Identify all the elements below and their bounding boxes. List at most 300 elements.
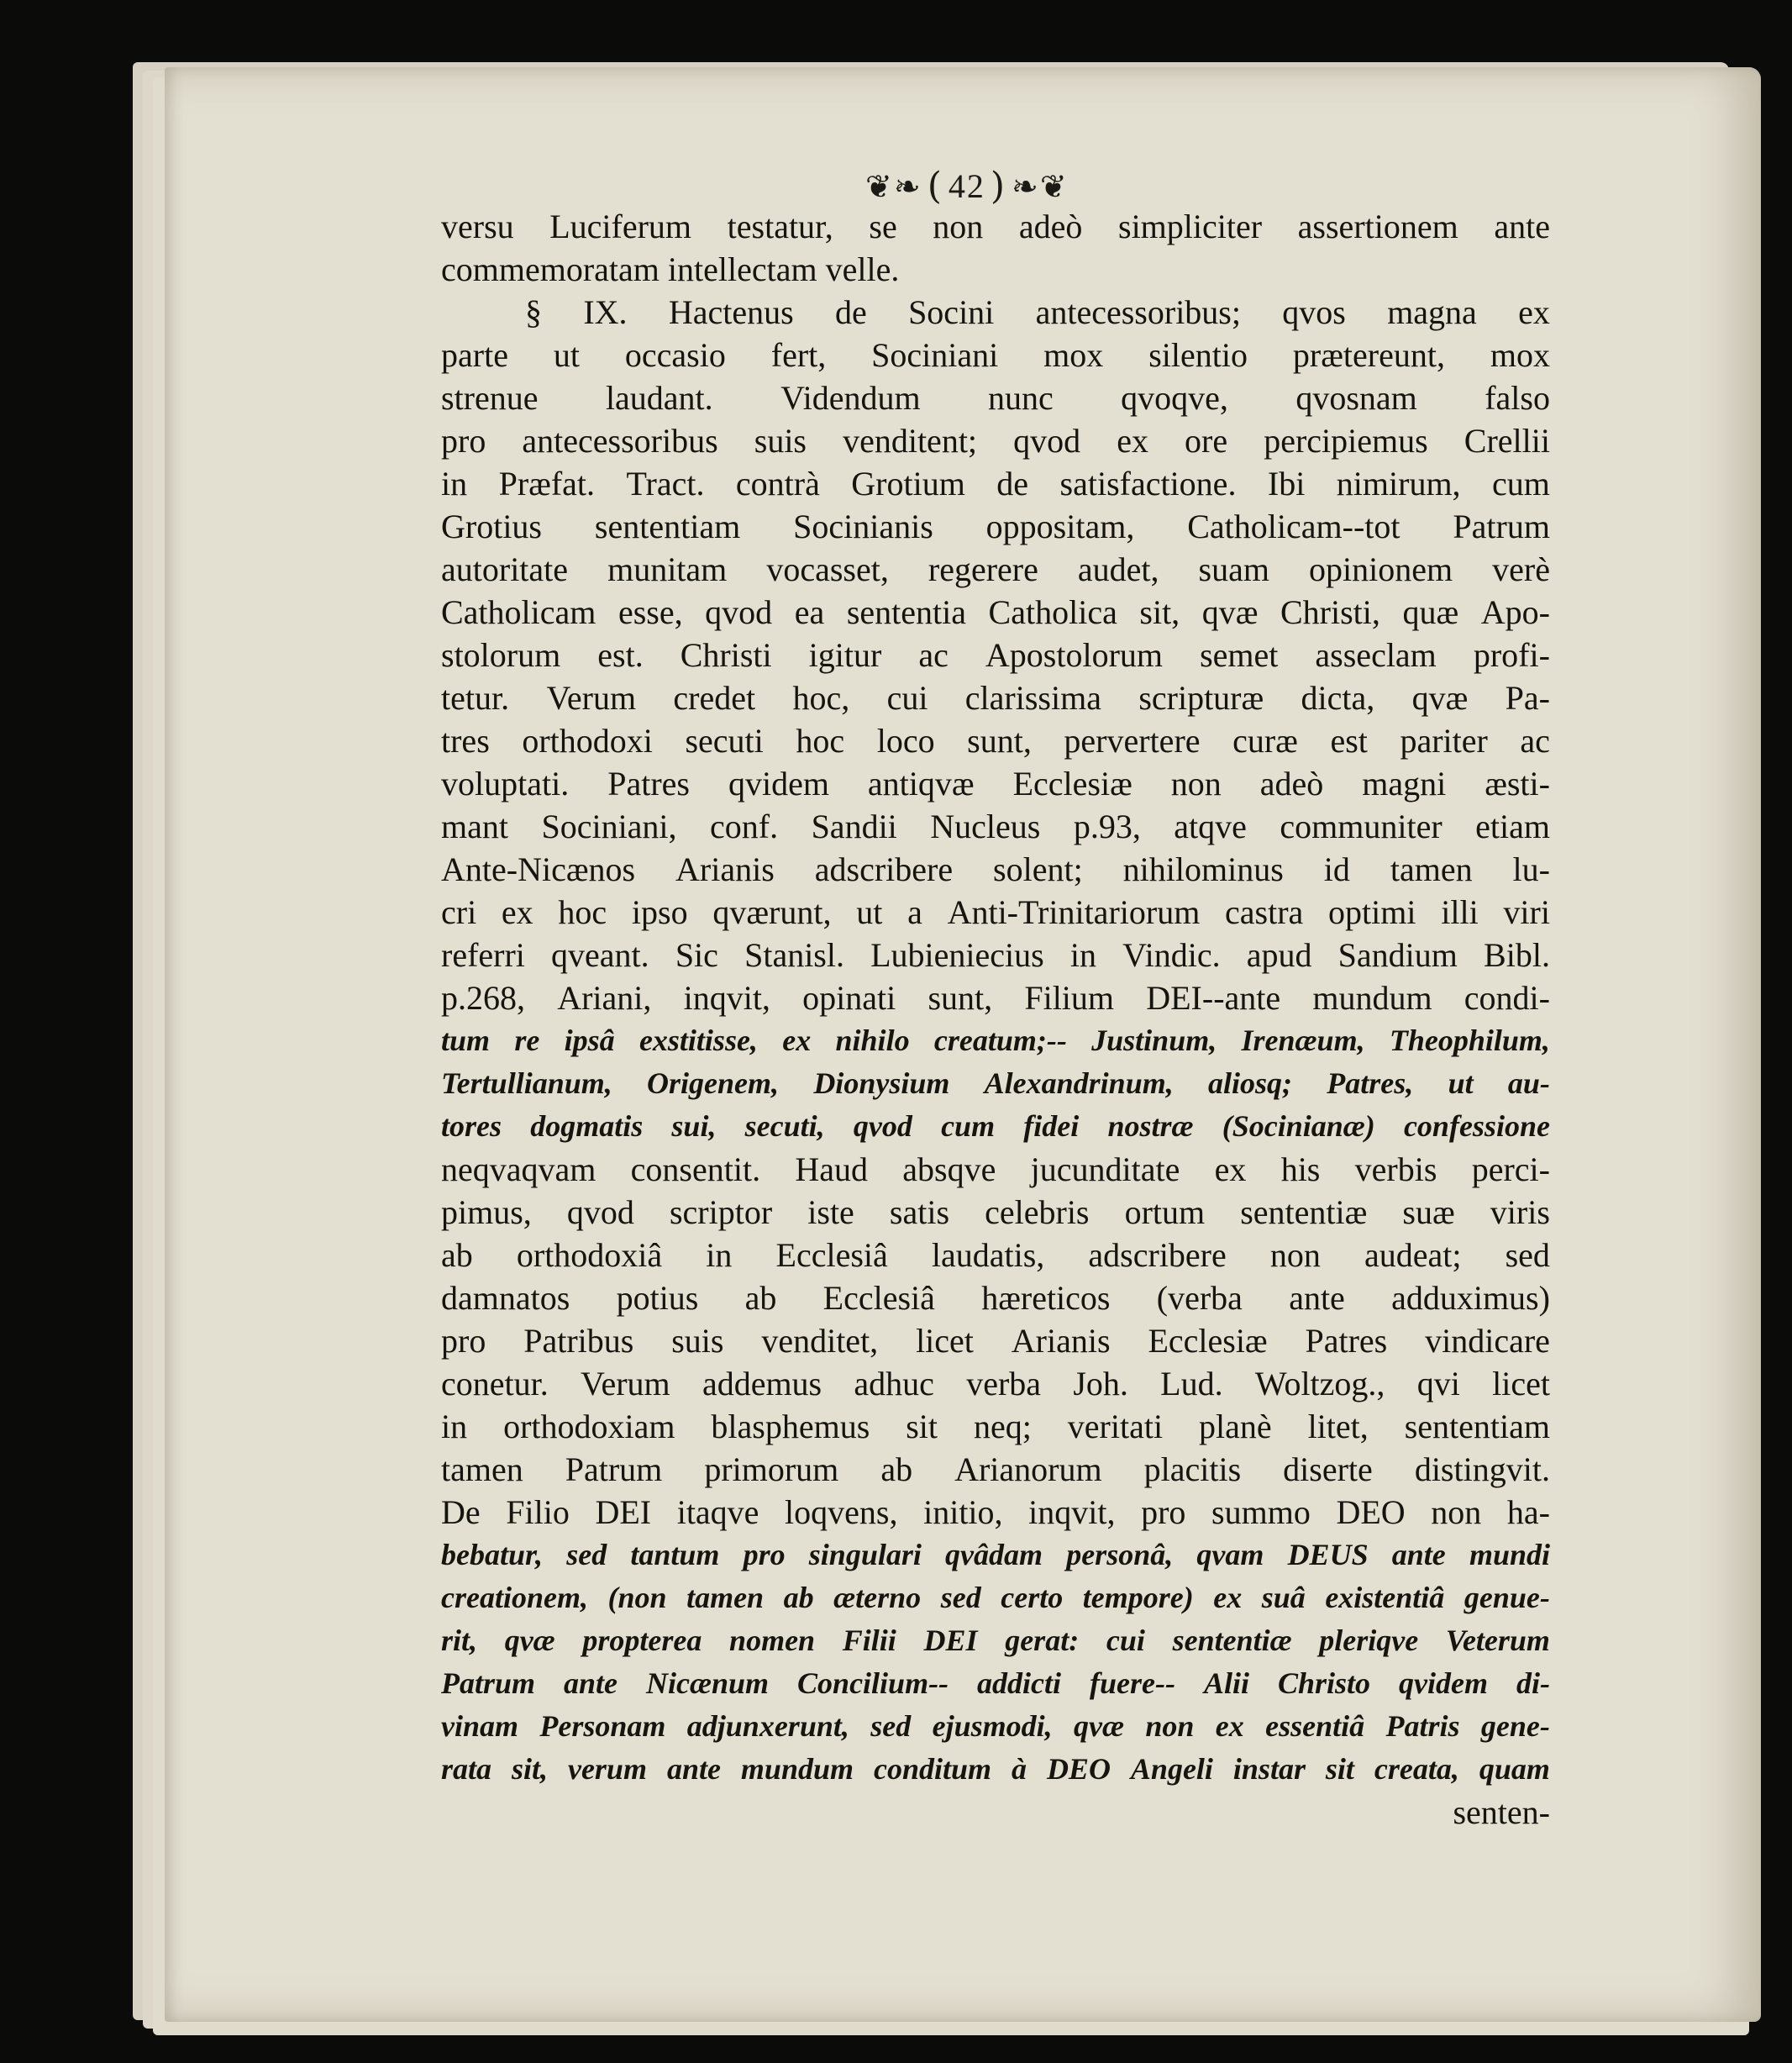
- text-line: [441, 1448, 1550, 1491]
- word: tamen: [1390, 850, 1473, 888]
- word: existentiâ: [1325, 1581, 1445, 1614]
- word: creata,: [1374, 1752, 1459, 1786]
- word: æterno: [833, 1581, 922, 1614]
- paren-close: ): [990, 165, 1007, 208]
- word: atqve: [1174, 808, 1247, 845]
- word: antecessoribus;: [1035, 293, 1241, 331]
- word: mundi: [1469, 1538, 1550, 1571]
- word: orthodoxiam: [503, 1408, 675, 1445]
- text-line: [441, 1619, 1550, 1662]
- word: Hactenus: [668, 293, 794, 331]
- word: qvos: [1282, 293, 1346, 331]
- word: sententia: [846, 593, 966, 631]
- word: ipsâ: [564, 1024, 615, 1057]
- word: suam: [1198, 550, 1269, 588]
- word: non: [1269, 1236, 1321, 1274]
- word: blasphemus: [711, 1408, 870, 1445]
- word: Ecclesiâ: [822, 1279, 935, 1317]
- word: damnatos: [441, 1279, 570, 1317]
- word: scriptor: [669, 1193, 773, 1231]
- word: De: [441, 1493, 481, 1531]
- word: de: [996, 465, 1029, 503]
- word: ab: [880, 1450, 913, 1488]
- word: sed: [1505, 1236, 1550, 1274]
- word: dogmatis: [530, 1109, 644, 1143]
- word: exstitisse,: [638, 1024, 758, 1057]
- word: (non: [607, 1581, 667, 1614]
- word: à: [1011, 1752, 1027, 1786]
- word: Verum: [581, 1365, 670, 1403]
- word: ab: [744, 1279, 777, 1317]
- word: percipiemus: [1264, 422, 1428, 460]
- word: Patres: [1305, 1322, 1388, 1360]
- word: celebris: [985, 1193, 1090, 1231]
- word: ante: [1391, 1538, 1446, 1571]
- word: ante: [564, 1666, 618, 1700]
- word: laudatis,: [931, 1236, 1045, 1274]
- word: litet,: [1307, 1408, 1369, 1445]
- text-line: [441, 1791, 1550, 1834]
- word: Justinum,: [1091, 1024, 1217, 1057]
- word: qvoqve,: [1121, 379, 1228, 417]
- word: non: [933, 208, 984, 245]
- word: adduximus): [1391, 1279, 1550, 1317]
- word: orthodoxi: [522, 722, 653, 760]
- word: gene-: [1480, 1709, 1550, 1743]
- word: in: [441, 1408, 468, 1445]
- word: æsti-: [1485, 765, 1550, 803]
- page-number: 42: [948, 167, 985, 205]
- word: est.: [597, 636, 644, 674]
- word: Alii: [1203, 1666, 1249, 1700]
- word: neqvaqvam: [441, 1150, 596, 1188]
- word: vocasset,: [766, 550, 889, 588]
- word: referri: [441, 936, 525, 974]
- word: ortum: [1124, 1193, 1206, 1231]
- word: loco: [876, 722, 935, 760]
- word: licet: [916, 1322, 974, 1360]
- word: secuti: [685, 722, 764, 760]
- word: sententiæ: [1240, 1193, 1368, 1231]
- word: Christo: [1277, 1666, 1371, 1700]
- word: sui,: [671, 1109, 717, 1143]
- word: Luciferum: [549, 208, 692, 245]
- word: ut: [1448, 1066, 1474, 1100]
- word: licet: [1492, 1365, 1550, 1403]
- word: Joh.: [1073, 1365, 1128, 1403]
- word: hæreticos: [981, 1279, 1111, 1317]
- word: ex: [1117, 422, 1148, 460]
- word: Præfat.: [498, 465, 596, 503]
- word: viri: [1503, 893, 1550, 931]
- word: Personam: [539, 1709, 666, 1743]
- text-line: [441, 591, 1550, 634]
- text-line: [441, 976, 1550, 1019]
- word: ejusmodi,: [932, 1709, 1053, 1743]
- text-line: [441, 1191, 1550, 1234]
- word: suis: [671, 1322, 724, 1360]
- word: (Socinianæ): [1222, 1109, 1375, 1143]
- word: satis: [889, 1193, 950, 1231]
- word: addemus: [702, 1365, 822, 1403]
- word: DEI: [595, 1493, 652, 1531]
- word: occasio: [624, 336, 726, 374]
- text-line: [441, 1148, 1550, 1191]
- text-line: [441, 1234, 1550, 1276]
- word: nunc: [987, 379, 1054, 417]
- word: qvosnam: [1295, 379, 1417, 417]
- word: rit,: [441, 1624, 478, 1657]
- word: ex: [1214, 1150, 1247, 1188]
- word: bebatur,: [441, 1538, 544, 1571]
- word: Tract.: [626, 465, 705, 503]
- word: dicta,: [1301, 679, 1375, 717]
- word: ac: [918, 636, 949, 674]
- word: vindicare: [1425, 1322, 1550, 1360]
- text-line: [441, 1662, 1550, 1705]
- word: mundum: [1312, 979, 1432, 1017]
- text-line: [441, 719, 1550, 762]
- word: creationem,: [441, 1581, 588, 1614]
- word: Concilium--: [797, 1666, 949, 1700]
- word: vinam: [441, 1709, 519, 1743]
- text-line: [441, 1362, 1550, 1405]
- word: sed: [870, 1709, 912, 1743]
- word: Grotius: [441, 508, 542, 545]
- paren-open: (: [927, 165, 943, 208]
- word: pervertere: [1064, 722, 1201, 760]
- word: Christi: [680, 636, 772, 674]
- word: nomen: [729, 1624, 816, 1657]
- text-line: [441, 1534, 1550, 1576]
- word: inqvit,: [683, 979, 770, 1017]
- word: Arianorum: [954, 1450, 1102, 1488]
- word: credet: [673, 679, 756, 717]
- text-line: [441, 376, 1550, 419]
- word: conditum: [873, 1752, 991, 1786]
- word: profi-: [1473, 636, 1550, 674]
- word: ab: [783, 1581, 814, 1614]
- word: antiqvæ: [867, 765, 975, 803]
- word: magna: [1387, 293, 1477, 331]
- word: tores: [441, 1109, 502, 1143]
- word: hoc: [558, 893, 607, 931]
- word: nimirum,: [1336, 465, 1461, 503]
- word: qvi: [1416, 1365, 1460, 1403]
- word: addicti: [977, 1666, 1062, 1700]
- word: fuere--: [1090, 1666, 1175, 1700]
- word: adjunxerunt,: [686, 1709, 849, 1743]
- word: potius: [616, 1279, 699, 1317]
- body-text: [441, 205, 1550, 1834]
- ornament-left-icon: ❦❧: [865, 167, 922, 205]
- word: Irenæum,: [1241, 1024, 1365, 1057]
- word: qvæ: [1074, 1709, 1124, 1743]
- word: testatur,: [727, 208, 833, 245]
- word: pariter: [1400, 722, 1488, 760]
- text-line: [441, 1405, 1550, 1448]
- word: mox: [1043, 336, 1104, 374]
- text-line: [441, 548, 1550, 591]
- word: primorum: [704, 1450, 839, 1488]
- word: distingvit.: [1414, 1450, 1550, 1488]
- word: Anti-Trinitariorum: [947, 893, 1201, 931]
- word: certo: [1001, 1581, 1064, 1614]
- word: IX.: [583, 293, 628, 331]
- text-line: [441, 419, 1550, 462]
- word: DEO: [1336, 1493, 1406, 1531]
- word: condi-: [1464, 979, 1550, 1017]
- word: in: [706, 1236, 733, 1274]
- word: scripturæ: [1138, 679, 1264, 717]
- word: silentio: [1148, 336, 1248, 374]
- word: semet: [1200, 636, 1279, 674]
- word: esse,: [617, 593, 683, 631]
- word: DEI: [923, 1624, 978, 1657]
- word: instar: [1232, 1752, 1306, 1786]
- word: Vindic.: [1122, 936, 1221, 974]
- word: qvæ: [504, 1624, 555, 1657]
- word: ab: [441, 1236, 473, 1274]
- word: Ibi: [1267, 465, 1306, 503]
- word: Crellii: [1464, 422, 1550, 460]
- word: verum: [567, 1752, 647, 1786]
- word: Arianis: [1011, 1322, 1111, 1360]
- word: re: [514, 1024, 540, 1057]
- text-line: [441, 891, 1550, 934]
- word: pro: [1141, 1493, 1186, 1531]
- word: suis: [754, 422, 807, 460]
- text-line: [441, 1705, 1550, 1748]
- word: simpliciter: [1118, 208, 1263, 245]
- word: Lud.: [1160, 1365, 1223, 1403]
- word: Patrum: [565, 1450, 663, 1488]
- word: Haud: [795, 1150, 868, 1188]
- word: adhuc: [854, 1365, 934, 1403]
- word: Filium: [1024, 979, 1115, 1017]
- word: Catholicam--tot: [1187, 508, 1400, 545]
- word: summo: [1211, 1493, 1311, 1531]
- word: nostræ: [1107, 1109, 1194, 1143]
- word: ante: [1494, 208, 1550, 245]
- word: qvam: [1196, 1538, 1264, 1571]
- word: ore: [1185, 422, 1228, 460]
- word: Stanisl.: [744, 936, 844, 974]
- word: Ante-Nicænos: [441, 850, 636, 888]
- word: initio,: [923, 1493, 1003, 1531]
- word: perci-: [1471, 1150, 1550, 1188]
- word: munitam: [607, 550, 728, 588]
- word: mant: [441, 808, 508, 845]
- word: qvod: [705, 593, 773, 631]
- text-line: [441, 291, 1550, 334]
- word: (verba: [1156, 1279, 1243, 1317]
- word: §: [525, 293, 542, 331]
- word: verè: [1492, 550, 1550, 588]
- word: DEO: [1046, 1752, 1111, 1786]
- word: verbis: [1354, 1150, 1437, 1188]
- word: Arianis: [675, 850, 775, 888]
- word: Apo-: [1480, 593, 1550, 631]
- text-line: [441, 762, 1550, 805]
- word: in: [1069, 936, 1096, 974]
- word: personâ,: [1066, 1538, 1174, 1571]
- word: sit,: [1139, 593, 1180, 631]
- word: opinionem: [1309, 550, 1453, 588]
- text-line: [441, 805, 1550, 848]
- word: di-: [1516, 1666, 1550, 1700]
- word: Ariani,: [557, 979, 652, 1017]
- word: Patrum: [441, 1666, 536, 1700]
- word: ex: [782, 1024, 812, 1057]
- word: verba: [966, 1365, 1042, 1403]
- word: conf.: [710, 808, 779, 845]
- word: apud: [1246, 936, 1312, 974]
- word: magni: [1362, 765, 1447, 803]
- word: sunt,: [928, 979, 993, 1017]
- word: Ecclesiæ: [1148, 1322, 1268, 1360]
- word: pimus,: [441, 1193, 532, 1231]
- word: est: [1330, 722, 1368, 760]
- word: oppositam,: [985, 508, 1135, 545]
- word: solent;: [993, 850, 1083, 888]
- word: a: [907, 893, 922, 931]
- word: sit: [1325, 1752, 1354, 1786]
- word: hoc: [796, 722, 845, 760]
- text-line: [441, 848, 1550, 891]
- word: Sandium: [1337, 936, 1458, 974]
- word: qveant.: [551, 936, 649, 974]
- word: de: [834, 293, 867, 331]
- word: ut: [553, 336, 580, 374]
- word: secuti,: [744, 1109, 825, 1143]
- word: nihilo: [835, 1024, 910, 1057]
- word: strenue: [441, 379, 539, 417]
- text-line: [441, 1576, 1550, 1619]
- word: se: [869, 208, 897, 245]
- word: cum: [941, 1109, 996, 1143]
- word: audeat;: [1364, 1236, 1462, 1274]
- word: veritati: [1067, 1408, 1164, 1445]
- word: itaqve: [676, 1493, 759, 1531]
- word: qvod: [1013, 422, 1081, 460]
- word: fidei: [1023, 1109, 1080, 1143]
- word: asseclam: [1315, 636, 1437, 674]
- word: pro: [441, 1322, 486, 1360]
- word: qvæ: [1411, 679, 1469, 717]
- word: venditent;: [843, 422, 978, 460]
- word: ut: [856, 893, 883, 931]
- word: ha-: [1506, 1493, 1550, 1531]
- word: qvidem: [728, 765, 829, 803]
- word: adscribere: [814, 850, 954, 888]
- word: Patris: [1385, 1709, 1460, 1743]
- word: sententiæ: [1172, 1624, 1292, 1657]
- word: sit,: [511, 1752, 548, 1786]
- word: DEI--ante: [1146, 979, 1281, 1017]
- word: genue-: [1464, 1581, 1550, 1614]
- word: parte: [441, 336, 508, 374]
- word: audet,: [1077, 550, 1159, 588]
- word: suæ: [1402, 1193, 1455, 1231]
- word: Sociniani,: [541, 808, 677, 845]
- word: jucunditate: [1030, 1150, 1180, 1188]
- word: tantum: [630, 1538, 720, 1571]
- word: laudant.: [605, 379, 713, 417]
- word: neq;: [973, 1408, 1032, 1445]
- word: ea: [794, 593, 825, 631]
- word: creatum;--: [933, 1024, 1067, 1057]
- word: loqvens,: [785, 1493, 898, 1531]
- word: Woltzog.,: [1254, 1365, 1385, 1403]
- text-line: [441, 934, 1550, 976]
- word: ex: [1518, 293, 1550, 331]
- word: castra: [1225, 893, 1304, 931]
- word: sunt,: [967, 722, 1032, 760]
- word: consentit.: [630, 1150, 761, 1188]
- word: Ecclesiâ: [775, 1236, 888, 1274]
- word: quæ: [1402, 593, 1459, 631]
- word: Socinianis: [793, 508, 933, 545]
- word: iste: [807, 1193, 854, 1231]
- word: Nicænum: [646, 1666, 770, 1700]
- word: qvod: [853, 1109, 912, 1143]
- word: antecessoribus: [522, 422, 718, 460]
- word: voluptati.: [441, 765, 570, 803]
- word: Ecclesiæ: [1012, 765, 1132, 803]
- text-line: [441, 1491, 1550, 1534]
- word: viris: [1490, 1193, 1550, 1231]
- word: Tertullianum,: [441, 1066, 612, 1100]
- word: p.93,: [1073, 808, 1141, 845]
- word: Verum: [546, 679, 637, 717]
- word: Sociniani: [871, 336, 999, 374]
- word: satisfactione.: [1059, 465, 1237, 503]
- word: tamen: [441, 1450, 523, 1488]
- word: lu-: [1512, 850, 1550, 888]
- word: Theophilum,: [1389, 1024, 1550, 1057]
- text-line: [441, 634, 1550, 676]
- word: Dionysium: [813, 1066, 950, 1100]
- word: optimi: [1328, 893, 1416, 931]
- word: clarissima: [964, 679, 1101, 717]
- word: orthodoxiâ: [516, 1236, 663, 1274]
- word: Apostolorum: [985, 636, 1164, 674]
- word: adeò: [1259, 765, 1324, 803]
- word: stolorum: [441, 636, 561, 674]
- word: absqve: [902, 1150, 996, 1188]
- word: sed: [566, 1538, 607, 1571]
- word: Filii: [842, 1624, 896, 1657]
- word: fert,: [770, 336, 827, 374]
- word: versu: [441, 208, 514, 245]
- text-line: [441, 1276, 1550, 1319]
- word: tum: [441, 1024, 491, 1057]
- word: essentiâ: [1265, 1709, 1365, 1743]
- word: aliosq;: [1208, 1066, 1293, 1100]
- text-line: [441, 334, 1550, 376]
- text-line: [441, 1319, 1550, 1362]
- word: sed: [940, 1581, 981, 1614]
- word: Nucleus: [930, 808, 1041, 845]
- word: pleriqve: [1319, 1624, 1419, 1657]
- word: Angeli: [1130, 1752, 1213, 1786]
- word: non: [1170, 765, 1222, 803]
- word: ex: [1213, 1581, 1243, 1614]
- word: Catholica: [988, 593, 1117, 631]
- word: inqvit,: [1028, 1493, 1116, 1531]
- word: conetur.: [441, 1365, 549, 1403]
